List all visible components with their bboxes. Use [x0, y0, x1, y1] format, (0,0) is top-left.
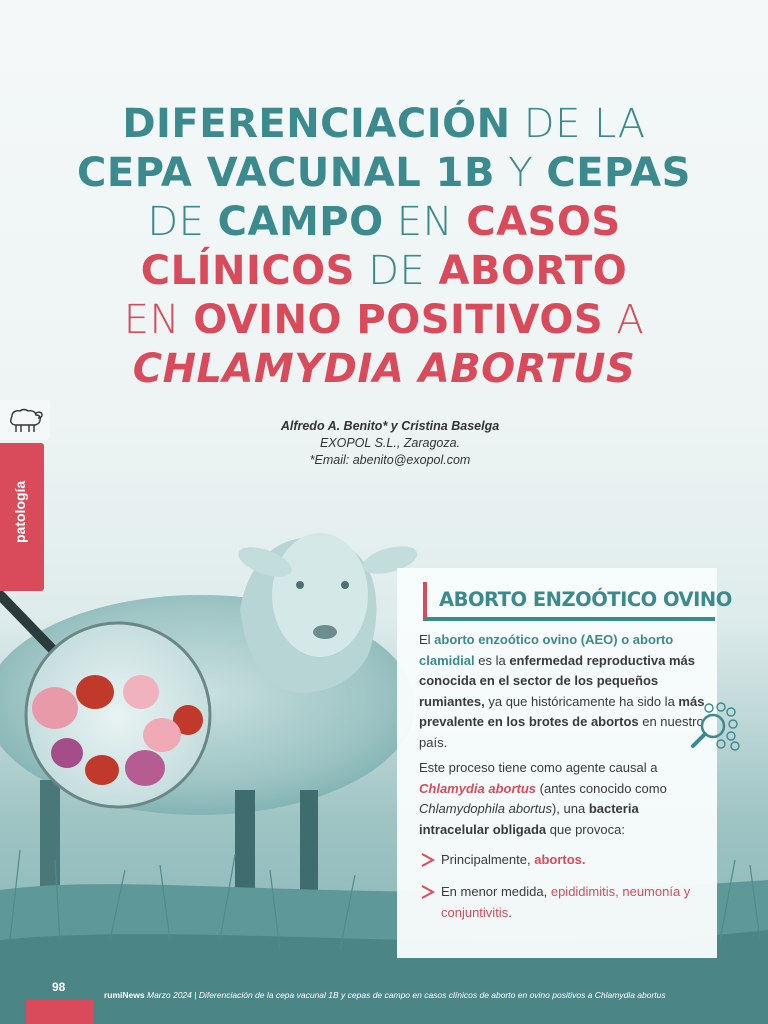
section-tab: [0, 443, 44, 591]
authors-block: [0, 418, 768, 469]
author-affiliation: EXOPOL S.L., Zaragoza.: [319, 436, 461, 450]
info-paragraph-2: Este proceso tiene como agente causal a Chlamydia abortus (antes conocido como Chlamydophila abortus), una bacteria intracelular obligada que provoca:: [419, 760, 667, 837]
section-icon-box: [0, 400, 50, 440]
page-number: 98: [52, 980, 66, 994]
info-box: [397, 568, 732, 958]
article-title: DIFERENCIACIÓN DE LA CEPA VACUNAL 1B Y CEPAS DE CAMPO EN CASOS CLÍNICOS DE ABORTO EN OVINO POSITIVOS A CHLAMYDIA ABORTUS: [77, 101, 691, 392]
magnifier-icon: [26, 623, 210, 807]
bullet-item-1: Principalmente, abortos.: [419, 850, 709, 871]
chevron-right-icon: [419, 883, 437, 901]
magnifier-cells-icon: [687, 702, 745, 758]
bullet-item-2: En menor medida, epididimitis, neumonía y conjuntivitis.: [419, 882, 709, 923]
section-tab-label: patología: [12, 480, 28, 543]
page-number-box: [26, 1000, 94, 1024]
chevron-right-icon: [419, 851, 437, 869]
running-footer: rumiNews Marzo 2024 | Diferenciación de la cepa vacunal 1B y cepas de campo en casos clínicos de aborto en ovino positivos a Chlamydia abortus: [104, 990, 666, 1000]
author-names: Alfredo A. Benito* y Cristina Baselga: [280, 419, 500, 433]
sheep-icon: [6, 406, 44, 434]
info-paragraph-1: El aborto enzoótico ovino (AEO) o aborto clamidial es la enfermedad reproductiva más conocida en el sector de los pequeños rumiantes, ya que históricamente ha sido la más prevalente en los brotes de abortos en nuestro país.: [419, 632, 705, 750]
page-footer: [0, 980, 768, 1024]
info-box-heading: ABORTO ENZOÓTICO OVINO: [423, 582, 715, 621]
author-email: *Email: abenito@exopol.com: [309, 453, 471, 467]
